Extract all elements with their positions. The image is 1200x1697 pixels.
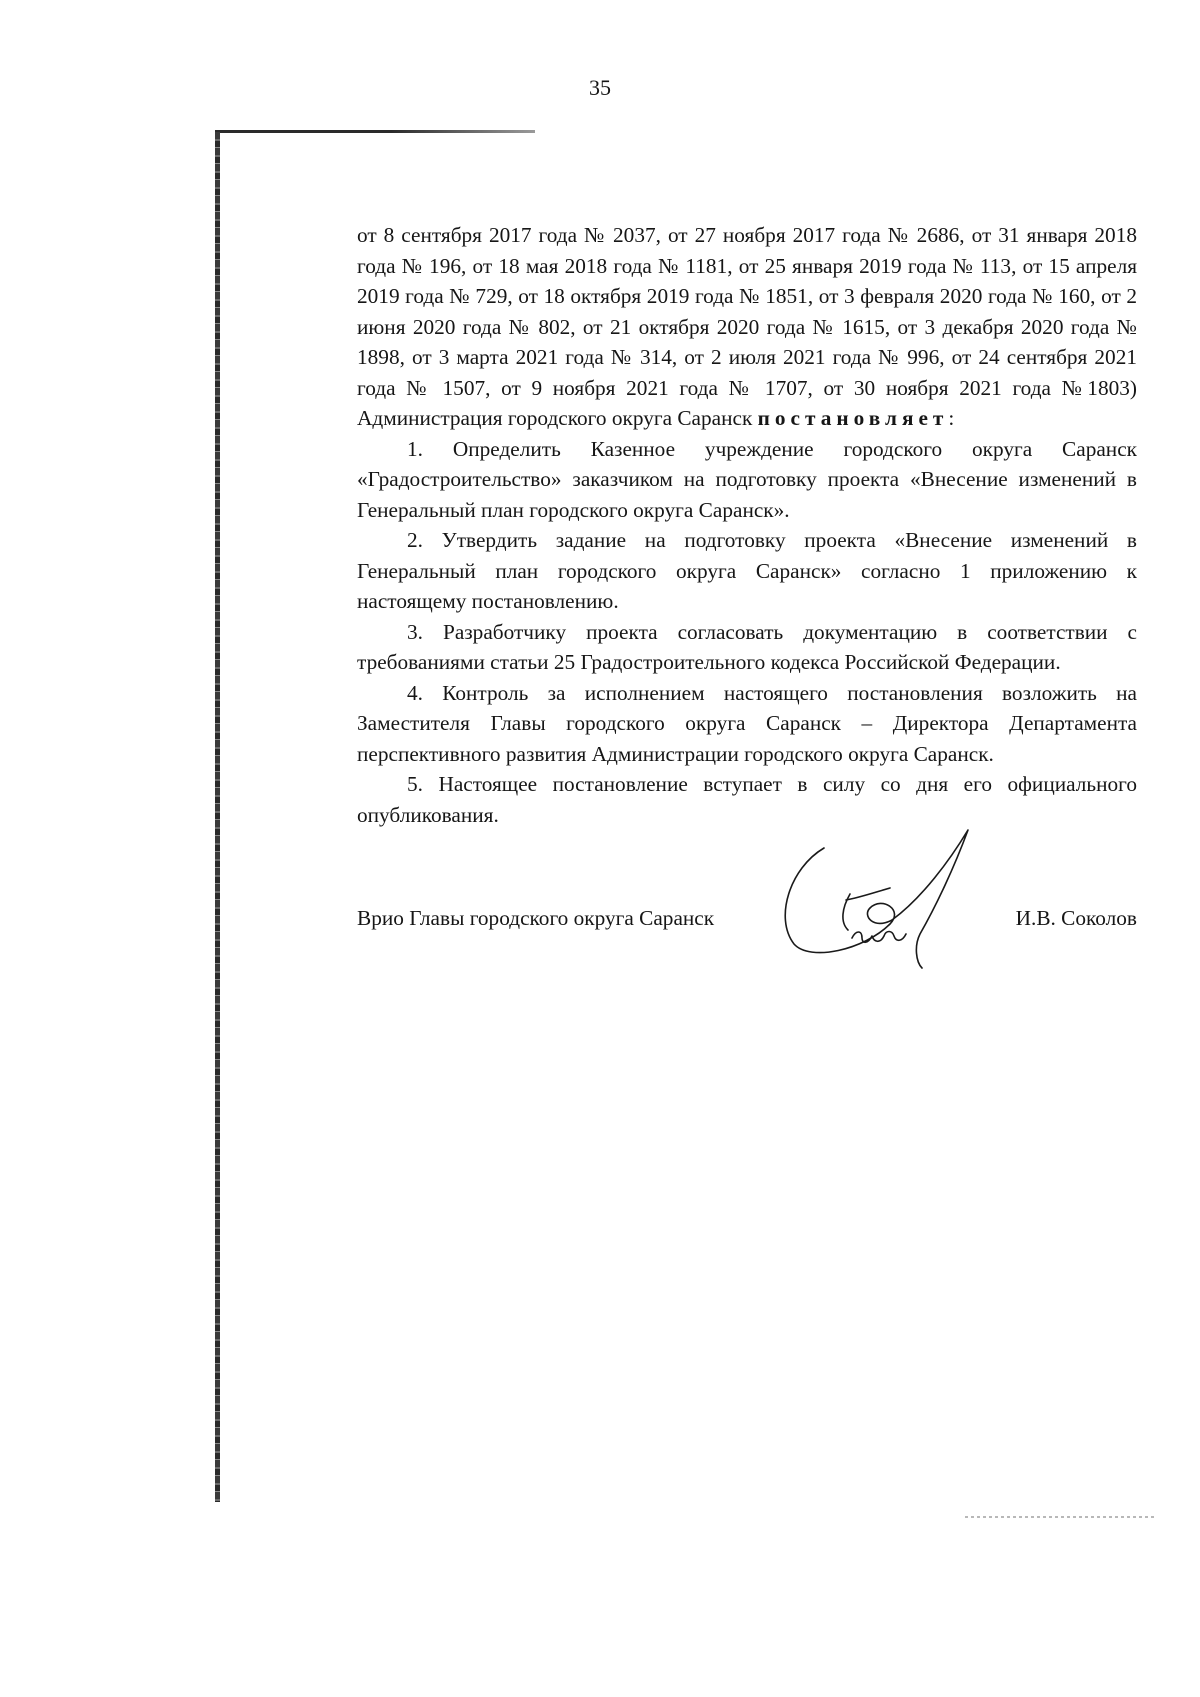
signatory-name: И.В. Соколов — [1015, 906, 1137, 930]
resolution-item-1: 1. Определить Казенное учреждение городского округа Саранск «Градостроительство» заказчиком на подготовку проекта «Внесение изменений в Генеральный план городского округа Саранск». — [357, 436, 1137, 522]
resolves-word: постановляет — [757, 406, 949, 430]
signatory-title: Врио Главы городского округа Саранск — [357, 906, 715, 930]
resolution-item-5: 5. Настоящее постановление вступает в силу со дня его официального опубликования. — [357, 772, 1137, 827]
scan-noise — [965, 1516, 1155, 1518]
scan-edge-top — [215, 130, 535, 133]
signature-block — [357, 906, 1137, 946]
preamble-colon: : — [948, 406, 955, 430]
page-number: 35 — [589, 75, 611, 100]
handwritten-signature — [772, 826, 992, 971]
resolution-item-2: 2. Утвердить задание на подготовку проекта «Внесение изменений в Генеральный план городского округа Саранск» согласно 1 приложению к настоящему постановлению. — [357, 528, 1137, 613]
document-body — [357, 220, 1137, 830]
resolution-item-4: 4. Контроль за исполнением настоящего постановления возложить на Заместителя Главы городского округа Саранск – Директора Департамента перспективного развития Администрации городского округа Саранск. — [357, 680, 1137, 766]
preamble-paragraph — [357, 220, 1137, 434]
preamble-text: от 8 сентября 2017 года № 2037, от 27 ноября 2017 года № 2686, от 31 января 2018 года № 196, от 18 мая 2018 года № 1181, от 25 января 2019 года № 113, от 15 апреля 2019 года № 729, от 18 октября 2019 года № 1851, от 3 февраля 2020 года № 160, от 2 июня 2020 года № 802, от 21 октября 2020 года № 1615, от 3 декабря 2020 года № 1898, от 3 марта 2021 года № 314, от 2 июля 2021 года № 996, от 24 сентября 2021 года № 1507, от 9 ноября 2021 года № 1707, от 30 ноября 2021 года №1803) Администрация городского округа Саранск — [357, 223, 1137, 430]
scan-edge-left — [215, 132, 220, 1502]
resolution-item-3: 3. Разработчику проекта согласовать документацию в соответствии с требованиями статьи 25 Градостроительного кодекса Российской Федерации. — [357, 619, 1137, 674]
